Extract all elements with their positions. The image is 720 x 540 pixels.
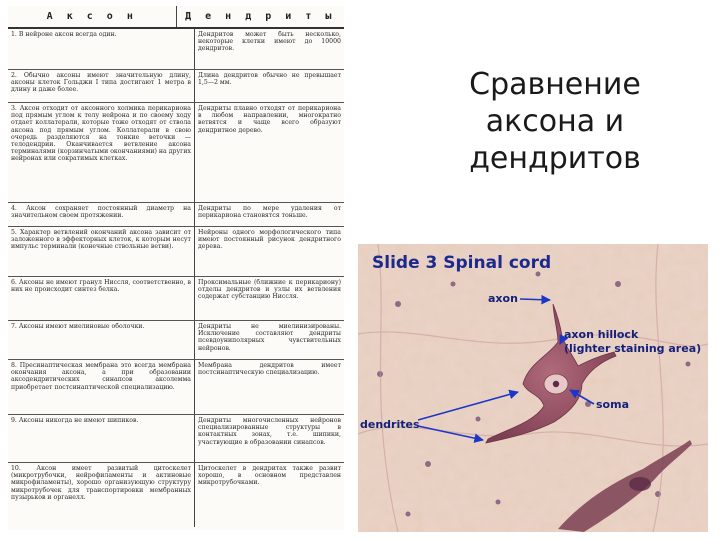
dendrite-cell: Мембрана дендритов имеет постсинаптическую специализацию. — [198, 362, 341, 377]
table-row — [8, 203, 344, 227]
axon-arrow — [520, 299, 550, 300]
axon-cell: 6. Аксоны не имеют гранул Ниссля, соответственно, в них не происходит синтез белка. — [8, 277, 195, 320]
axon-column-header: А к с о н — [8, 6, 177, 27]
axon-label: axon — [488, 292, 518, 305]
table-row — [8, 70, 344, 103]
table-row — [8, 277, 344, 321]
soma-label: soma — [596, 398, 629, 411]
table-row — [8, 463, 344, 527]
axon-cell: 1. В нейроне аксон всегда один. — [8, 29, 195, 69]
axon-cell: 8. Пресинаптическая мембрана это всегда мембрана окончания аксона, а при образовании аксодендритических синапсов аксолемма приобретает постсинаптической специализацию. — [8, 360, 195, 414]
micrograph-image — [358, 244, 708, 532]
axon-cell: 5. Характер ветвлений окончаний аксона зависит от заложенного в эффекторных клеток, к которым несут импульс терминали (конечные ствольные ветви). — [8, 227, 195, 276]
title-line: аксона и — [485, 104, 625, 139]
spinal-cord-micrograph — [358, 244, 708, 532]
dendrite-cell: Цитоскелет в дендритах также развит хорошо, в основном представлен микротрубочками. — [198, 465, 341, 487]
secondary-nucleus — [629, 477, 651, 491]
axon-cell: 2. Обычно аксоны имеют значительную длину, аксоны клеток Гольджи I типа достигают 1 метра в длину и даже более. — [8, 70, 195, 102]
axon-cell: 3. Аксон отходит от аксонного холмика перикариона под прямым углом к телу нейрона и по своему ходу отдает коллатерали, которые тоже отходят от ствола аксона под прямым углом. Коллатерали в свою очередь разделяются на тонкие веточки — телодендрии. Оканчивается ветвление аксона терминалями (корзинчатыми окончаниями) на других нейронах или сократимых клетках. — [8, 103, 195, 202]
table-row — [8, 227, 344, 277]
dendrites-column-header: Д е н д р и т ы — [185, 11, 336, 22]
micrograph-heading: Slide 3 Spinal cord — [372, 253, 552, 273]
dendrite-cell: Проксимальные (ближние к перикариону) отделы дендритов и узлы их ветвления содержат субстанцию Ниссля. — [198, 279, 341, 301]
dendrite-cell: Дендриты не миелинизированы. Исключение составляют дендриты псевдоуниполярных чувствительных нейронов. — [198, 323, 341, 352]
table-row — [8, 360, 344, 415]
dendrite-cell: Длина дендритов обычно не превышает 1,5—2 мм. — [198, 72, 341, 87]
dendrite-cell: Дендриты многочисленных нейронов специализированные структуры в контактных зонах, т.е. шипики, участвующие в образовании синапсов. — [198, 417, 341, 446]
axon-hillock-sublabel: (lighter staining area) — [564, 342, 702, 355]
table-row — [8, 321, 344, 360]
title-line: Сравнение — [469, 67, 641, 102]
dendrite-cell: Нейроны одного морфологического типа имеют постоянный рисунок дендритного дерева. — [198, 229, 341, 251]
table-header — [8, 6, 344, 29]
table-row — [8, 103, 344, 203]
nucleolus — [553, 381, 559, 387]
axon-cell: 10. Аксон имеет развитый цитоскелет (микротрубочки, нейрофиламенты и актиновые микрофиламенты), хорошо организующую структуру микротрубочек для транспортировки мембранных пузырьков и органелл. — [8, 463, 195, 527]
table-row — [8, 29, 344, 70]
axon-hillock-label: axon hillock — [564, 328, 639, 341]
dendrite-cell: Дендриты плавно отходят от перикариона в любом направлении, многократно ветвятся и чаще всего образуют дендритное дерево. — [198, 105, 341, 134]
axon-cell: 7. Аксоны имеют миелиновые оболочки. — [8, 321, 195, 359]
table-body — [8, 29, 344, 527]
dendrite-cell: Дендритов может быть несколько, некоторые клетки имеют до 10000 дендритов. — [198, 31, 341, 53]
axon-cell: 9. Аксоны никогда не имеют шипиков. — [8, 415, 195, 462]
table-row — [8, 415, 344, 463]
comparison-table — [8, 6, 344, 530]
slide-title — [445, 66, 665, 177]
dendrite-cell: Дендриты по мере удаления от перикариона становятся тоньше. — [198, 205, 341, 220]
dendrites-label: dendrites — [360, 418, 420, 431]
axon-cell: 4. Аксон сохраняет постоянный диаметр на значительном своем протяжении. — [8, 203, 195, 226]
title-line: дендритов — [469, 141, 641, 176]
